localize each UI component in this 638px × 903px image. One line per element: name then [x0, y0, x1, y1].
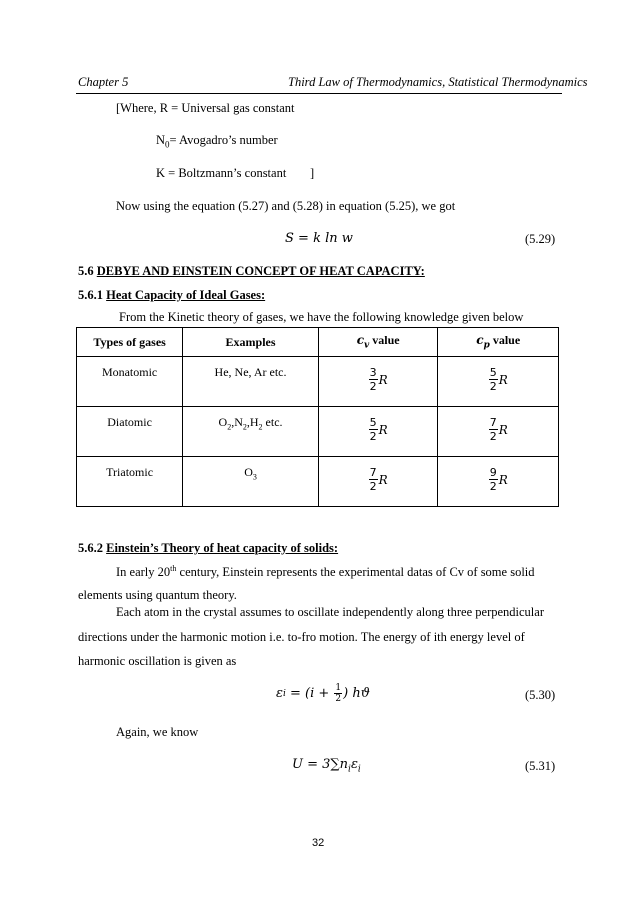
paragraph-einstein-line-1: In early 20th century, Einstein represents the experimental datas of Cv of some solid	[116, 564, 535, 580]
page-number: 32	[312, 837, 325, 849]
cell-cp: 9 2 R	[438, 457, 559, 507]
equation-number-5-31: (5.31)	[525, 759, 556, 773]
table-header-cp: $c_p$ value	[438, 328, 559, 357]
cell-cp: 7 2 R	[438, 407, 559, 457]
table-row	[77, 457, 559, 507]
cell-gas-type: Triatomic	[77, 457, 183, 507]
heat-capacity-table	[76, 327, 559, 507]
where-line-1: [Where, R = Universal gas constant	[116, 101, 295, 115]
cell-cv: 5 2 R	[318, 407, 438, 457]
cell-examples: $O_2,N_2,H_2$ etc.	[183, 407, 319, 457]
section-heading-5-6-1: 5.6.1 Heat Capacity of Ideal Gases:	[78, 288, 266, 302]
cell-cv: 3 2 R	[318, 357, 438, 407]
paragraph-kinetic-theory: From the Kinetic theory of gases, we have the following knowledge given below	[119, 310, 524, 324]
paragraph-atom-line-1: Each atom in the crystal assumes to oscillate independently along three perpendicular	[116, 605, 544, 619]
table-header-row	[77, 328, 559, 357]
where-bracket: ]	[310, 166, 315, 180]
paragraph-again: Again, we know	[116, 725, 199, 739]
paragraph-atom-line-3: harmonic oscillation is given as	[78, 654, 237, 668]
equation-5-30: ε i = (i + $\frac{1}{2}$ ) hϑ	[276, 683, 371, 704]
cell-gas-type: Diatomic	[77, 407, 183, 457]
cell-examples: He, Ne, Ar etc.	[183, 357, 319, 407]
table-row	[77, 357, 559, 407]
chapter-label: Chapter 5	[78, 75, 129, 89]
paragraph-atom-line-2: directions under the harmonic motion i.e. to-fro motion. The energy of ith energy level of	[78, 630, 525, 644]
running-title: Third Law of Thermodynamics, Statistical Thermodynamics	[288, 75, 588, 89]
cell-examples: $O_3$	[183, 457, 319, 507]
paragraph-einstein-line-2: elements using quantum theory.	[78, 588, 237, 602]
where-line-2: $N_0=$ Avogadro’s number	[156, 133, 278, 150]
cell-cp: 5 2 R	[438, 357, 559, 407]
where-line-3: K = Boltzmann’s constant	[156, 166, 287, 180]
header-rule	[76, 93, 562, 94]
cell-gas-type: Monatomic	[77, 357, 183, 407]
table-row	[77, 407, 559, 457]
table-header-types: Types of gases	[77, 328, 183, 357]
table-header-examples: Examples	[183, 328, 319, 357]
equation-5-29: S = k ln w	[285, 231, 353, 246]
table-header-cv: $c_v$ value	[318, 328, 438, 357]
section-heading-5-6: 5.6 DEBYE AND EINSTEIN CONCEPT OF HEAT CAPACITY:	[78, 264, 425, 278]
equation-number-5-29: (5.29)	[525, 232, 556, 246]
section-heading-5-6-2: 5.6.2 Einstein’s Theory of heat capacity of solids:	[78, 541, 339, 555]
equation-number-5-30: (5.30)	[525, 688, 556, 702]
paragraph-using-equations: Now using the equation (5.27) and (5.28) in equation (5.25), we got	[116, 199, 456, 213]
equation-5-31: $U = 3\sum n_i\varepsilon_i$	[292, 757, 361, 775]
cell-cv: 7 2 R	[318, 457, 438, 507]
